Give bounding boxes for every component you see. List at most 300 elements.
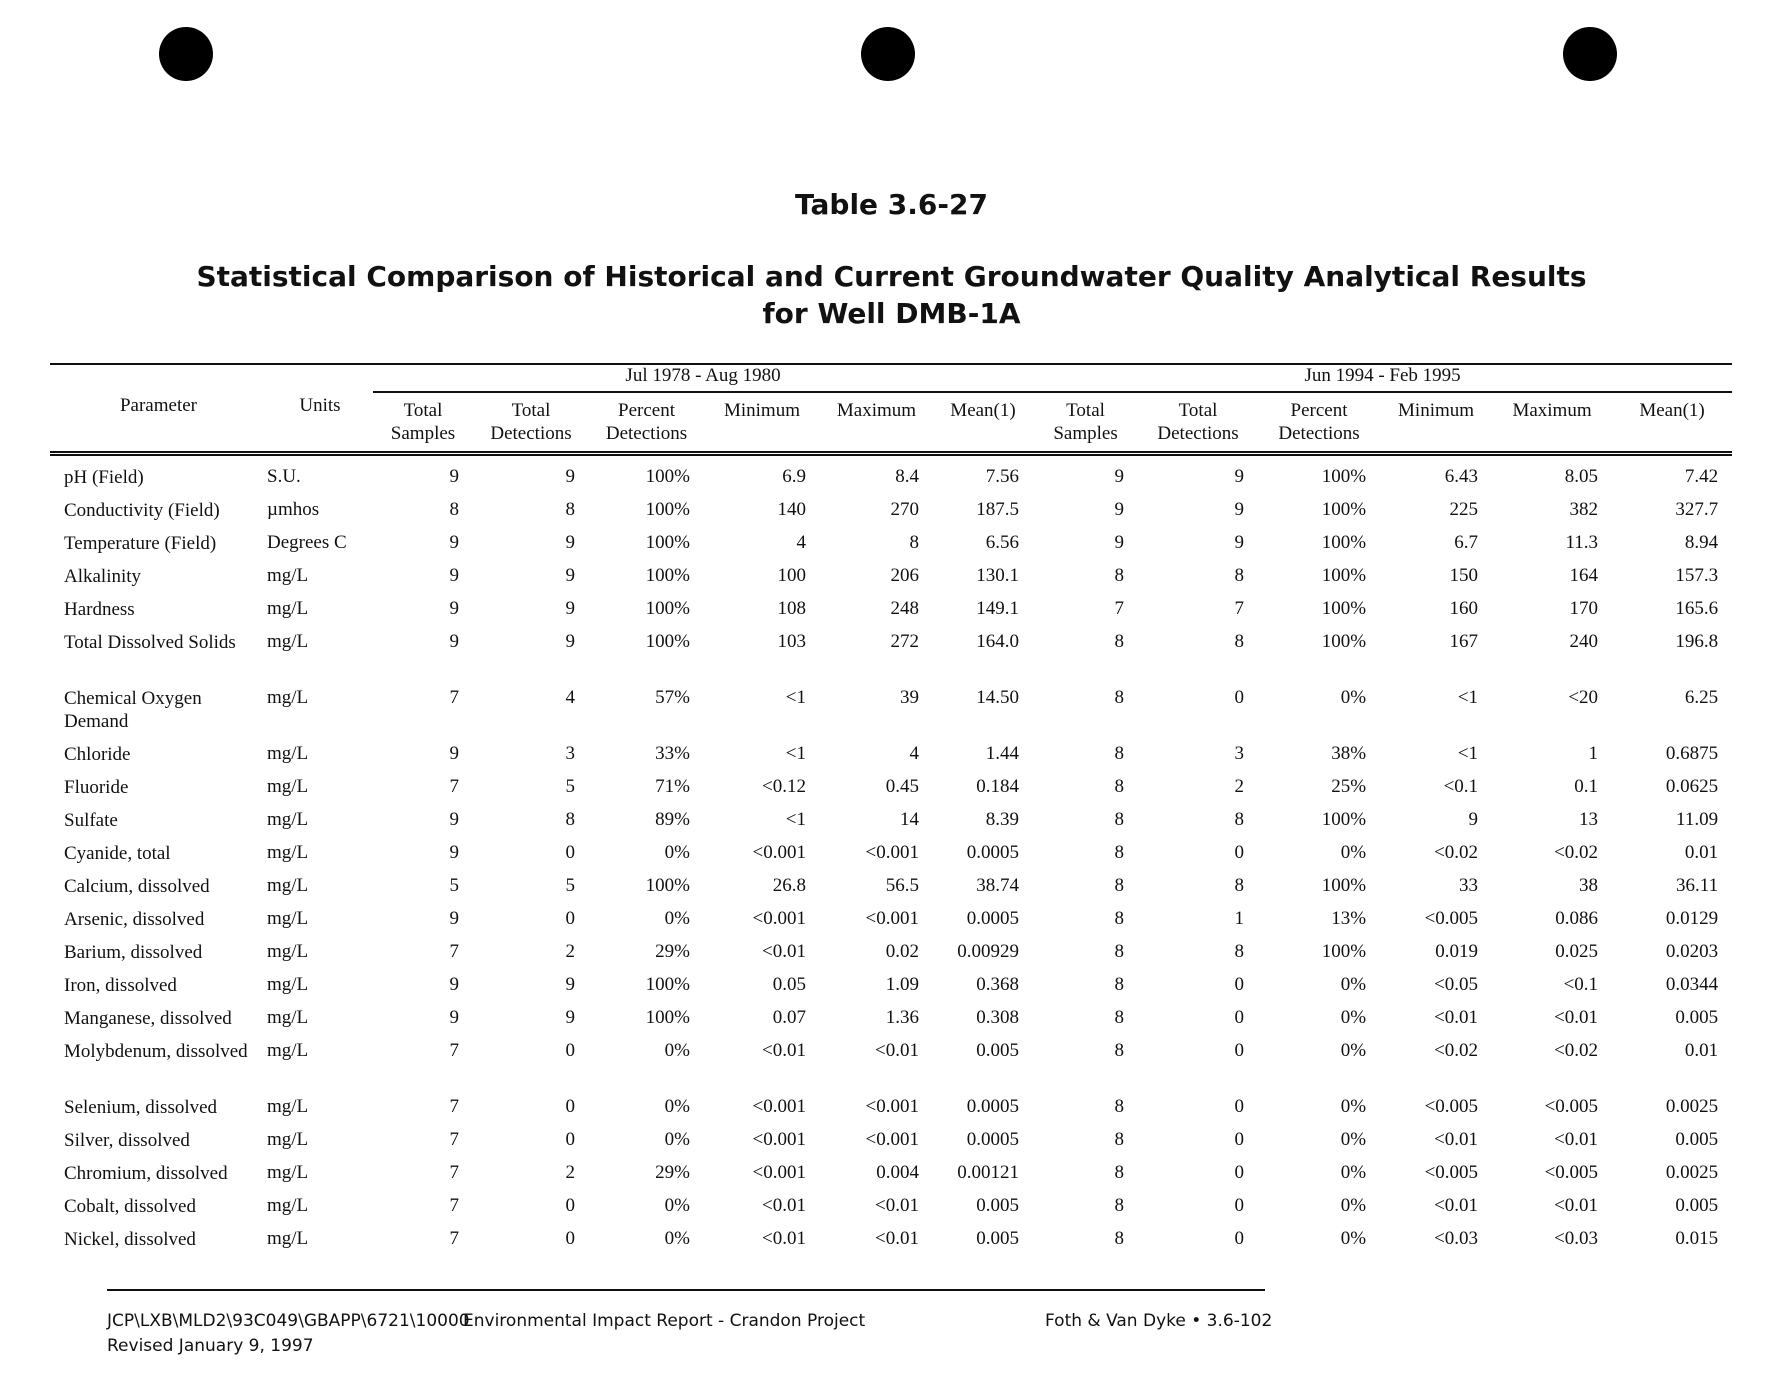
value-cell: 6.25 (1684, 687, 1719, 708)
value-cell: <0.01 (762, 941, 806, 962)
value-cell: 9 (449, 974, 459, 995)
value-cell: <0.02 (1554, 1040, 1599, 1061)
units-cell: mg/L (267, 565, 309, 586)
value-cell: <1 (785, 809, 806, 830)
value-cell: 7.42 (1684, 466, 1719, 487)
units-cell: µmhos (267, 499, 320, 520)
value-cell: 0% (1340, 1228, 1367, 1249)
units-cell: mg/L (267, 631, 309, 652)
value-cell: 0% (1340, 1040, 1367, 1061)
value-cell: <0.005 (1544, 1096, 1599, 1117)
value-cell: 0 (565, 1040, 575, 1061)
value-cell: 9 (1234, 466, 1245, 487)
value-cell: 9 (449, 809, 459, 830)
value-cell: <0.01 (875, 1228, 919, 1249)
column-header-p1-minimum: Minimum (723, 400, 800, 421)
value-cell: 9 (449, 631, 459, 652)
units-cell: mg/L (267, 941, 309, 962)
value-cell: 165.6 (1675, 598, 1719, 619)
parameter-cell: Hardness (64, 599, 135, 620)
value-cell: 0.005 (976, 1195, 1020, 1216)
value-cell: 8.94 (1684, 532, 1719, 553)
value-cell: 8 (1114, 1228, 1125, 1249)
punch-hole-center (861, 27, 915, 81)
value-cell: 9 (449, 842, 459, 863)
parameter-cell: Manganese, dissolved (64, 1008, 232, 1029)
value-cell: 0 (1234, 1228, 1245, 1249)
column-header-p2-maximum: Maximum (1512, 400, 1592, 421)
value-cell: 38 (1579, 875, 1599, 896)
value-cell: 0 (1234, 1007, 1245, 1028)
column-header-p1-mean: Mean(1) (950, 400, 1016, 421)
value-cell: 5 (565, 875, 575, 896)
value-cell: 100% (645, 565, 690, 586)
value-cell: 140 (777, 499, 806, 520)
units-cell: S.U. (267, 466, 301, 487)
value-cell: 29% (655, 1162, 690, 1183)
value-cell: 8 (1114, 974, 1125, 995)
value-cell: 167 (1449, 631, 1479, 652)
value-cell: 8 (1114, 1162, 1125, 1183)
value-cell: 8 (1114, 687, 1125, 708)
value-cell: <0.1 (1563, 974, 1599, 995)
table-row (50, 1195, 1732, 1228)
value-cell: 0 (1234, 1195, 1245, 1216)
parameter-cell: Selenium, dissolved (64, 1097, 218, 1118)
value-cell: 9 (449, 565, 459, 586)
value-cell: 8 (565, 809, 575, 830)
value-cell: 100% (1321, 631, 1367, 652)
value-cell: 9 (449, 532, 459, 553)
value-cell: 9 (565, 466, 575, 487)
value-cell: 8 (1114, 941, 1125, 962)
value-cell: <0.001 (752, 908, 806, 929)
value-cell: 38% (1331, 743, 1367, 764)
value-cell: <0.01 (762, 1040, 806, 1061)
value-cell: 0.025 (1555, 941, 1599, 962)
value-cell: 11.3 (1565, 532, 1599, 553)
value-cell: 187.5 (976, 499, 1020, 520)
units-cell: mg/L (267, 1040, 309, 1061)
table-row (50, 974, 1732, 1007)
footer-report-name: Environmental Impact Report - Crandon Project (463, 1311, 866, 1331)
value-cell: 0 (1234, 974, 1245, 995)
value-cell: 100% (645, 532, 690, 553)
value-cell: 0% (664, 1195, 690, 1216)
value-cell: 0 (1234, 1096, 1245, 1117)
value-cell: 9 (1234, 532, 1245, 553)
units-cell: mg/L (267, 687, 309, 708)
value-cell: 8 (1114, 1007, 1125, 1028)
table-row (50, 499, 1732, 532)
value-cell: 8 (1234, 809, 1245, 830)
value-cell: 0% (664, 842, 690, 863)
value-cell: 9 (565, 1007, 575, 1028)
value-cell: 1 (1234, 908, 1245, 929)
value-cell: 5 (565, 776, 575, 797)
table-header (50, 364, 1732, 454)
value-cell: 8 (1114, 776, 1125, 797)
value-cell: 9 (565, 532, 575, 553)
value-cell: <0.01 (875, 1195, 919, 1216)
value-cell: 57% (655, 687, 690, 708)
table-row (50, 565, 1732, 598)
value-cell: 7 (449, 1195, 459, 1216)
footer-revised-date: Revised January 9, 1997 (107, 1336, 314, 1356)
value-cell: 5 (449, 875, 459, 896)
value-cell: 1.44 (985, 743, 1020, 764)
table-row (50, 1007, 1732, 1040)
value-cell: 14 (900, 809, 919, 830)
value-cell: 0.019 (1435, 941, 1479, 962)
value-cell: 2 (565, 941, 575, 962)
footer-rule (107, 1289, 1265, 1291)
value-cell: <0.03 (1554, 1228, 1599, 1249)
value-cell: <1 (1457, 743, 1479, 764)
value-cell: 0.0025 (1665, 1096, 1719, 1117)
value-cell: 0 (565, 1129, 575, 1150)
parameter-cell: Chemical Oxygen Demand (64, 688, 202, 732)
value-cell: 0.01 (1684, 1040, 1719, 1061)
table-row (50, 743, 1732, 776)
value-cell: 0.1 (1574, 776, 1599, 797)
table-row (50, 1040, 1732, 1096)
value-cell: <1 (785, 743, 806, 764)
parameter-cell: Chromium, dissolved (64, 1163, 228, 1184)
parameter-cell: Alkalinity (64, 566, 142, 587)
value-cell: 0.0005 (966, 842, 1020, 863)
value-cell: 0.07 (772, 1007, 806, 1028)
value-cell: 196.8 (1675, 631, 1719, 652)
value-cell: 0 (565, 1195, 575, 1216)
value-cell: 33 (1459, 875, 1479, 896)
units-cell: mg/L (267, 776, 309, 797)
value-cell: 8 (1114, 809, 1125, 830)
column-header-p1-total-detections: Total Detections (490, 400, 572, 444)
value-cell: 0% (664, 1228, 690, 1249)
value-cell: 0% (1340, 842, 1367, 863)
value-cell: <0.02 (1434, 842, 1479, 863)
column-header-p1-total-samples: Total Samples (390, 400, 456, 444)
value-cell: 7 (449, 1129, 459, 1150)
parameter-cell: Iron, dissolved (64, 975, 177, 996)
value-cell: 100% (645, 598, 690, 619)
value-cell: 8 (1234, 941, 1245, 962)
value-cell: 0.6875 (1665, 743, 1719, 764)
value-cell: <0.01 (762, 1195, 806, 1216)
value-cell: 7 (449, 1228, 459, 1249)
value-cell: <0.05 (1434, 974, 1479, 995)
value-cell: 100% (1321, 532, 1367, 553)
column-header-p2-minimum: Minimum (1398, 400, 1475, 421)
value-cell: 0.308 (976, 1007, 1020, 1028)
value-cell: 9 (565, 974, 575, 995)
parameter-cell: Sulfate (64, 810, 118, 831)
table-row (50, 908, 1732, 941)
punch-hole-right (1563, 27, 1617, 81)
value-cell: 164.0 (976, 631, 1020, 652)
table-row (50, 1162, 1732, 1195)
value-cell: 0 (1234, 687, 1245, 708)
value-cell: 26.8 (772, 875, 806, 896)
value-cell: 4 (565, 687, 575, 708)
value-cell: 8 (1114, 1096, 1125, 1117)
value-cell: 7 (449, 776, 459, 797)
value-cell: 9 (1234, 499, 1245, 520)
value-cell: 206 (890, 565, 919, 586)
parameter-cell: Silver, dissolved (64, 1130, 190, 1151)
value-cell: 9 (449, 743, 459, 764)
parameter-cell: Cyanide, total (64, 843, 171, 864)
value-cell: 25% (1331, 776, 1367, 797)
table-row (50, 454, 1732, 500)
value-cell: 3 (1234, 743, 1245, 764)
value-cell: 0.184 (976, 776, 1020, 797)
value-cell: <0.01 (1434, 1129, 1479, 1150)
value-cell: 9 (449, 908, 459, 929)
table-row (50, 532, 1732, 565)
value-cell: 0% (1340, 1007, 1367, 1028)
value-cell: 0.005 (1675, 1195, 1719, 1216)
period-2-header: Jun 1994 - Feb 1995 (1033, 364, 1732, 392)
value-cell: 3 (565, 743, 575, 764)
units-cell: mg/L (267, 809, 309, 830)
value-cell: 7 (1114, 598, 1125, 619)
value-cell: 8 (1114, 565, 1125, 586)
value-cell: 0 (565, 1096, 575, 1117)
table-row (50, 1228, 1732, 1261)
value-cell: <0.005 (1424, 908, 1479, 929)
value-cell: 36.11 (1676, 875, 1719, 896)
value-cell: 0% (1340, 1195, 1367, 1216)
value-cell: 0% (664, 1129, 690, 1150)
punch-hole-left (159, 27, 213, 81)
value-cell: 7 (449, 1096, 459, 1117)
value-cell: 0% (1340, 1129, 1367, 1150)
value-cell: <0.01 (1554, 1129, 1599, 1150)
units-cell: mg/L (267, 743, 309, 764)
value-cell: 6.7 (1454, 532, 1479, 553)
value-cell: 8 (1114, 1195, 1125, 1216)
value-cell: 9 (449, 598, 459, 619)
value-cell: <0.01 (1554, 1195, 1599, 1216)
value-cell: 108 (777, 598, 806, 619)
value-cell: <0.02 (1554, 842, 1599, 863)
value-cell: 0 (1234, 1129, 1245, 1150)
value-cell: 0 (1234, 1162, 1245, 1183)
value-cell: 0 (565, 908, 575, 929)
value-cell: 9 (1114, 466, 1125, 487)
value-cell: 100% (645, 1007, 690, 1028)
value-cell: 8 (1114, 1040, 1125, 1061)
value-cell: 0.01 (1684, 842, 1719, 863)
value-cell: 160 (1449, 598, 1479, 619)
value-cell: 0.02 (885, 941, 919, 962)
value-cell: 9 (565, 565, 575, 586)
value-cell: 0.00121 (957, 1162, 1020, 1183)
value-cell: 8 (1234, 565, 1245, 586)
value-cell: 8 (1114, 875, 1125, 896)
value-cell: 0 (565, 842, 575, 863)
table-row (50, 687, 1732, 743)
value-cell: 240 (1569, 631, 1599, 652)
value-cell: 8 (1114, 743, 1125, 764)
value-cell: <0.03 (1434, 1228, 1479, 1249)
value-cell: <0.01 (875, 1040, 919, 1061)
table-row (50, 842, 1732, 875)
parameter-cell: Conductivity (Field) (64, 500, 220, 521)
units-cell: mg/L (267, 1162, 309, 1183)
value-cell: <0.1 (1443, 776, 1479, 797)
value-cell: 100% (1321, 466, 1367, 487)
value-cell: 100 (777, 565, 806, 586)
value-cell: 1.09 (885, 974, 919, 995)
table-row (50, 809, 1732, 842)
value-cell: 0.0129 (1665, 908, 1719, 929)
value-cell: 9 (1114, 499, 1125, 520)
value-cell: <0.01 (1554, 1007, 1599, 1028)
value-cell: 38.74 (976, 875, 1020, 896)
value-cell: 6.9 (782, 466, 806, 487)
value-cell: 9 (449, 466, 459, 487)
value-cell: <0.001 (865, 908, 919, 929)
value-cell: <0.001 (865, 1096, 919, 1117)
parameter-cell: Nickel, dissolved (64, 1229, 196, 1250)
value-cell: 13 (1579, 809, 1599, 830)
parameter-header: Parameter (119, 395, 197, 416)
units-cell: mg/L (267, 974, 309, 995)
parameter-cell: Chloride (64, 744, 131, 765)
value-cell: 0.0344 (1665, 974, 1719, 995)
value-cell: 1.36 (885, 1007, 919, 1028)
table-row (50, 1129, 1732, 1162)
value-cell: 8 (909, 532, 919, 553)
column-header-p1-percent-detections: Percent Detections (605, 400, 688, 444)
value-cell: 8 (565, 499, 575, 520)
value-cell: 0.015 (1675, 1228, 1719, 1249)
value-cell: 0.0005 (966, 1129, 1020, 1150)
value-cell: 0% (1340, 974, 1367, 995)
value-cell: 0 (565, 1228, 575, 1249)
value-cell: 0.0203 (1665, 941, 1719, 962)
units-cell: mg/L (267, 1096, 309, 1117)
value-cell: 9 (565, 631, 575, 652)
units-cell: mg/L (267, 1007, 309, 1028)
value-cell: 0% (664, 1096, 690, 1117)
value-cell: 100% (1321, 875, 1367, 896)
table-row (50, 875, 1732, 908)
value-cell: 272 (890, 631, 919, 652)
value-cell: 100% (1321, 941, 1367, 962)
value-cell: <0.001 (752, 1162, 806, 1183)
value-cell: 100% (645, 875, 690, 896)
value-cell: 130.1 (976, 565, 1020, 586)
units-cell: mg/L (267, 1195, 309, 1216)
value-cell: 0.368 (976, 974, 1020, 995)
value-cell: 9 (565, 598, 575, 619)
table-body (50, 454, 1732, 1262)
units-header: Units (299, 395, 341, 416)
value-cell: <0.001 (752, 1096, 806, 1117)
value-cell: 71% (655, 776, 690, 797)
value-cell: 8 (1234, 631, 1245, 652)
value-cell: <0.01 (762, 1228, 806, 1249)
value-cell: 7 (449, 687, 459, 708)
value-cell: 8 (449, 499, 459, 520)
value-cell: 9 (1114, 532, 1125, 553)
value-cell: 9 (1468, 809, 1479, 830)
value-cell: 9 (449, 1007, 459, 1028)
value-cell: 11.09 (1676, 809, 1719, 830)
value-cell: <0.001 (752, 1129, 806, 1150)
column-header-p2-percent-detections: Percent Detections (1278, 400, 1360, 444)
value-cell: 0.005 (976, 1040, 1020, 1061)
value-cell: 4 (796, 532, 806, 553)
parameter-cell: Arsenic, dissolved (64, 909, 205, 930)
table-row (50, 941, 1732, 974)
value-cell: 382 (1569, 499, 1599, 520)
value-cell: 225 (1449, 499, 1479, 520)
value-cell: 0% (664, 908, 690, 929)
value-cell: 0% (1340, 1162, 1367, 1183)
value-cell: 0.0625 (1665, 776, 1719, 797)
value-cell: 29% (655, 941, 690, 962)
value-cell: 103 (777, 631, 806, 652)
value-cell: 7 (449, 941, 459, 962)
value-cell: 100% (1321, 565, 1367, 586)
value-cell: <0.005 (1424, 1162, 1479, 1183)
parameter-cell: Cobalt, dissolved (64, 1196, 196, 1217)
table-row (50, 631, 1732, 687)
units-cell: mg/L (267, 1129, 309, 1150)
value-cell: 100% (645, 631, 690, 652)
table-number: Table 3.6-27 (795, 188, 988, 221)
units-cell: mg/L (267, 908, 309, 929)
value-cell: 0.005 (1675, 1129, 1719, 1150)
units-cell: mg/L (267, 842, 309, 863)
table-subtitle: for Well DMB-1A (762, 297, 1021, 330)
value-cell: <1 (785, 687, 806, 708)
value-cell: 0.0025 (1665, 1162, 1719, 1183)
value-cell: <0.005 (1544, 1162, 1599, 1183)
units-cell: Degrees C (267, 532, 347, 553)
comparison-table (50, 363, 1732, 1261)
value-cell: 0.004 (876, 1162, 919, 1183)
parameter-cell: Calcium, dissolved (64, 876, 210, 897)
value-cell: 157.3 (1675, 565, 1719, 586)
value-cell: 8 (1114, 842, 1125, 863)
value-cell: 7 (449, 1040, 459, 1061)
column-header-p2-mean: Mean(1) (1639, 400, 1705, 421)
value-cell: <0.001 (865, 842, 919, 863)
value-cell: 100% (645, 466, 690, 487)
value-cell: 149.1 (976, 598, 1020, 619)
value-cell: 56.5 (885, 875, 919, 896)
value-cell: 89% (655, 809, 690, 830)
value-cell: <0.01 (1434, 1007, 1479, 1028)
value-cell: 7 (1234, 598, 1245, 619)
value-cell: 2 (565, 1162, 575, 1183)
value-cell: <20 (1568, 687, 1599, 708)
value-cell: 0.05 (772, 974, 806, 995)
value-cell: <0.12 (762, 776, 806, 797)
value-cell: <0.005 (1424, 1096, 1479, 1117)
value-cell: 270 (890, 499, 919, 520)
value-cell: 0.0005 (966, 1096, 1020, 1117)
value-cell: 39 (900, 687, 919, 708)
value-cell: 0.005 (1675, 1007, 1719, 1028)
units-cell: mg/L (267, 598, 309, 619)
